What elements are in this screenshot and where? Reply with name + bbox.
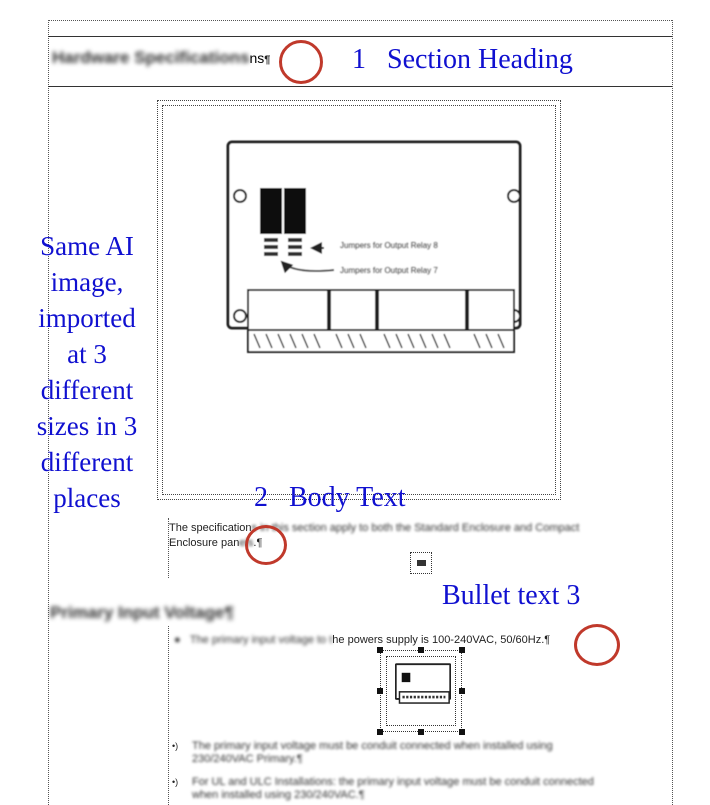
resize-handle-bottom-left[interactable] [377, 729, 383, 735]
bullet-line-visible: he powers supply is 100-240VAC, 50/60Hz. [332, 634, 545, 646]
list-item [172, 740, 662, 766]
page-margin-right [672, 20, 673, 805]
highlight-circle-heading [279, 40, 323, 84]
bullet-margin-left [168, 626, 169, 805]
annotation-side-note [20, 228, 154, 516]
side-note-line: at 3 [67, 339, 107, 369]
list-item [172, 776, 662, 802]
list-item-text [192, 740, 662, 766]
body-line-1-visible: The specification [169, 522, 252, 534]
annotation-section-heading: 1 Section Heading [352, 44, 573, 75]
section-heading-2: Primary Input Voltage¶ [50, 603, 234, 622]
highlight-circle-body [245, 525, 287, 565]
list-item-line: when installed using 230/240VAC.¶ [192, 789, 365, 801]
tiny-image-anchor[interactable] [410, 552, 432, 574]
bullet-line-main [174, 634, 550, 646]
annotation-bullet-text: Bullet text 3 [442, 580, 581, 611]
section-heading-blurred-text: Hardware Specifications [52, 48, 250, 67]
heading-rule-top [48, 36, 672, 37]
resize-handle-left[interactable] [377, 688, 383, 694]
side-note-line: Same AI [40, 231, 134, 261]
list-item-line: For UL and ULC Installations: the primary input voltage must be conduit connected [192, 776, 594, 788]
bullet-icon: •) [172, 741, 179, 751]
list-item-text [192, 776, 662, 802]
resize-handle-top-right[interactable] [459, 647, 465, 653]
list-item-line: The primary input voltage must be conduit connected when installed using [192, 740, 553, 752]
section-heading-tail: ns [249, 50, 265, 66]
side-note-line: image, [50, 267, 124, 297]
bullet-marker-blurred: ● [174, 634, 181, 646]
side-note-line: imported [38, 303, 136, 333]
body-line-2 [169, 536, 649, 551]
tiny-board-icon [417, 560, 426, 566]
heading-rule-bottom [48, 86, 672, 87]
section-heading [52, 48, 270, 68]
figure-label-relay-7: Jumpers for Output Relay 7 [340, 266, 438, 275]
body-line-2-blurred: els [239, 537, 254, 549]
resize-handle-top-left[interactable] [377, 647, 383, 653]
resize-handle-top[interactable] [418, 647, 424, 653]
body-line-1 [169, 521, 649, 536]
side-note-line: sizes in 3 [36, 411, 138, 441]
side-note-line: places [53, 483, 121, 513]
resize-handle-bottom[interactable] [418, 729, 424, 735]
side-note-line: different [40, 375, 134, 405]
paragraph-mark: ¶ [256, 537, 263, 549]
side-note-line: different [40, 447, 134, 477]
annotation-body-text: 2 Body Text [254, 482, 406, 513]
highlight-circle-bullet [574, 624, 620, 666]
resize-handle-bottom-right[interactable] [459, 729, 465, 735]
circuit-board-image-small[interactable] [395, 662, 451, 706]
bullet-icon: •) [172, 777, 179, 787]
body-line-2-visible: Enclosure pan [169, 537, 240, 549]
paragraph-mark: ¶ [264, 54, 271, 66]
paragraph-mark: ¶ [544, 634, 551, 646]
bullet-line-blurred: The primary input voltage to t [189, 634, 333, 646]
body-paragraph [169, 521, 649, 551]
figure-label-relay-8: Jumpers for Output Relay 8 [340, 241, 438, 250]
list-item-line: 230/240VAC Primary.¶ [192, 753, 303, 765]
page-margin-top [48, 20, 672, 21]
body-line-1-blurred: s in this section apply to both the Standard Enclosure and Compact [251, 522, 580, 534]
resize-handle-right[interactable] [459, 688, 465, 694]
body-line-2-tail: . [253, 537, 257, 549]
